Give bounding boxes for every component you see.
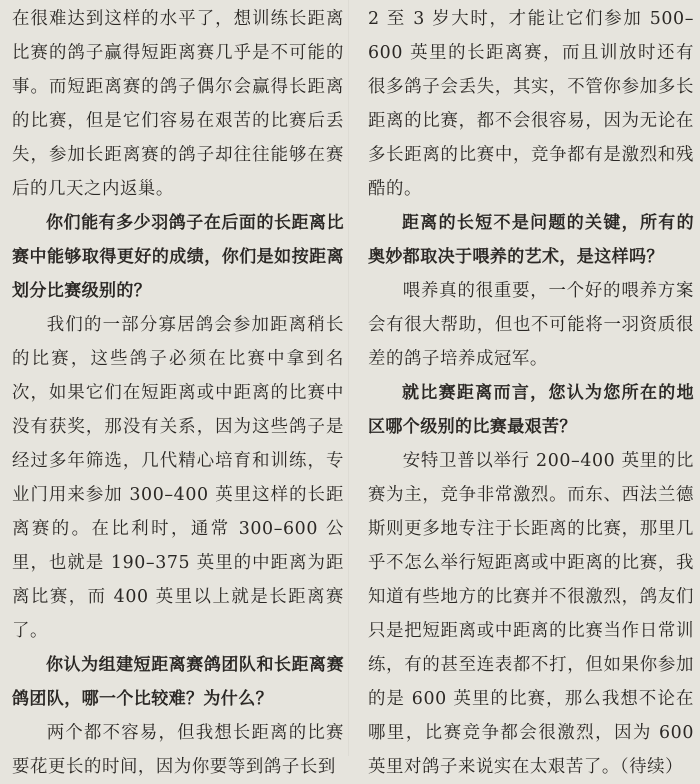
left-column [12,2,344,784]
continued-paragraph: 在很难达到这样的水平了，想训练长距离比赛的鸽子赢得短距离赛几乎是不可能的事。而短距离赛的鸽子偶尔会赢得长距离的比赛，但是它们容易在艰苦的比赛后丢失，参加长距离赛的鸽子却往往能够在赛后的几天之内返巢。 [12,9,344,199]
interview-question: 你认为组建短距离赛鸽团队和长距离赛鸽团队，哪一个比较难？为什么？ [12,655,344,709]
interview-answer: 安特卫普以举行 200–400 英里的比赛为主，竞争非常激烈。而东、西法兰德斯则更多地专注于长距离的比赛，那里几乎不怎么举行短距离或中距离的比赛，我知道有些地方的比赛并不很激烈，鸽友们只是把短距离或中距离的比赛当作日常训练，有的甚至连表都不打，但如果你参加的是 600 英里的比赛，那么我想不论在哪里，比赛竞争都会很激烈，因为 600 英里对鸽子来说实在太艰苦了。（待续） [368,451,694,777]
column-gutter [348,0,349,756]
interview-question: 你们能有多少羽鸽子在后面的长距离比赛中能够取得更好的成绩，你们是如按距离划分比赛级别的？ [12,213,344,301]
interview-question: 距离的长短不是问题的关键，所有的奥妙都取决于喂养的艺术，是这样吗？ [368,213,694,267]
interview-answer: 喂养真的很重要，一个好的喂养方案会有很大帮助，但也不可能将一羽资质很差的鸽子培养成冠军。 [368,281,694,369]
interview-answer: 我们的一部分寡居鸽会参加距离稍长的比赛，这些鸽子必须在比赛中拿到名次，如果它们在短距离或中距离的比赛中没有获奖，那没有关系，因为这些鸽子是经过多年筛选，几代精心培育和训练，专业门用来参加 300–400 英里这样的长距离赛的。在比利时，通常 300–600 公里，也就是 190–375 英里的中距离为距离比赛，而 400 英里以上就是长距离赛了。 [12,315,344,641]
interview-question: 就比赛距离而言，您认为您所在的地区哪个级别的比赛最艰苦？ [368,383,694,437]
interview-answer: 两个都不容易，但我想长距离的比赛要花更长的时间，因为你要等到鸽子长到 [12,723,344,777]
continued-paragraph: 2 至 3 岁大时，才能让它们参加 500–600 英里的长距离赛，而且训放时还有很多鸽子会丢失，其实，不管你参加多长距离的比赛，都不会很容易，因为无论在多长距离的比赛中，竞争都有是激烈和残酷的。 [368,9,694,199]
right-column [368,2,694,784]
